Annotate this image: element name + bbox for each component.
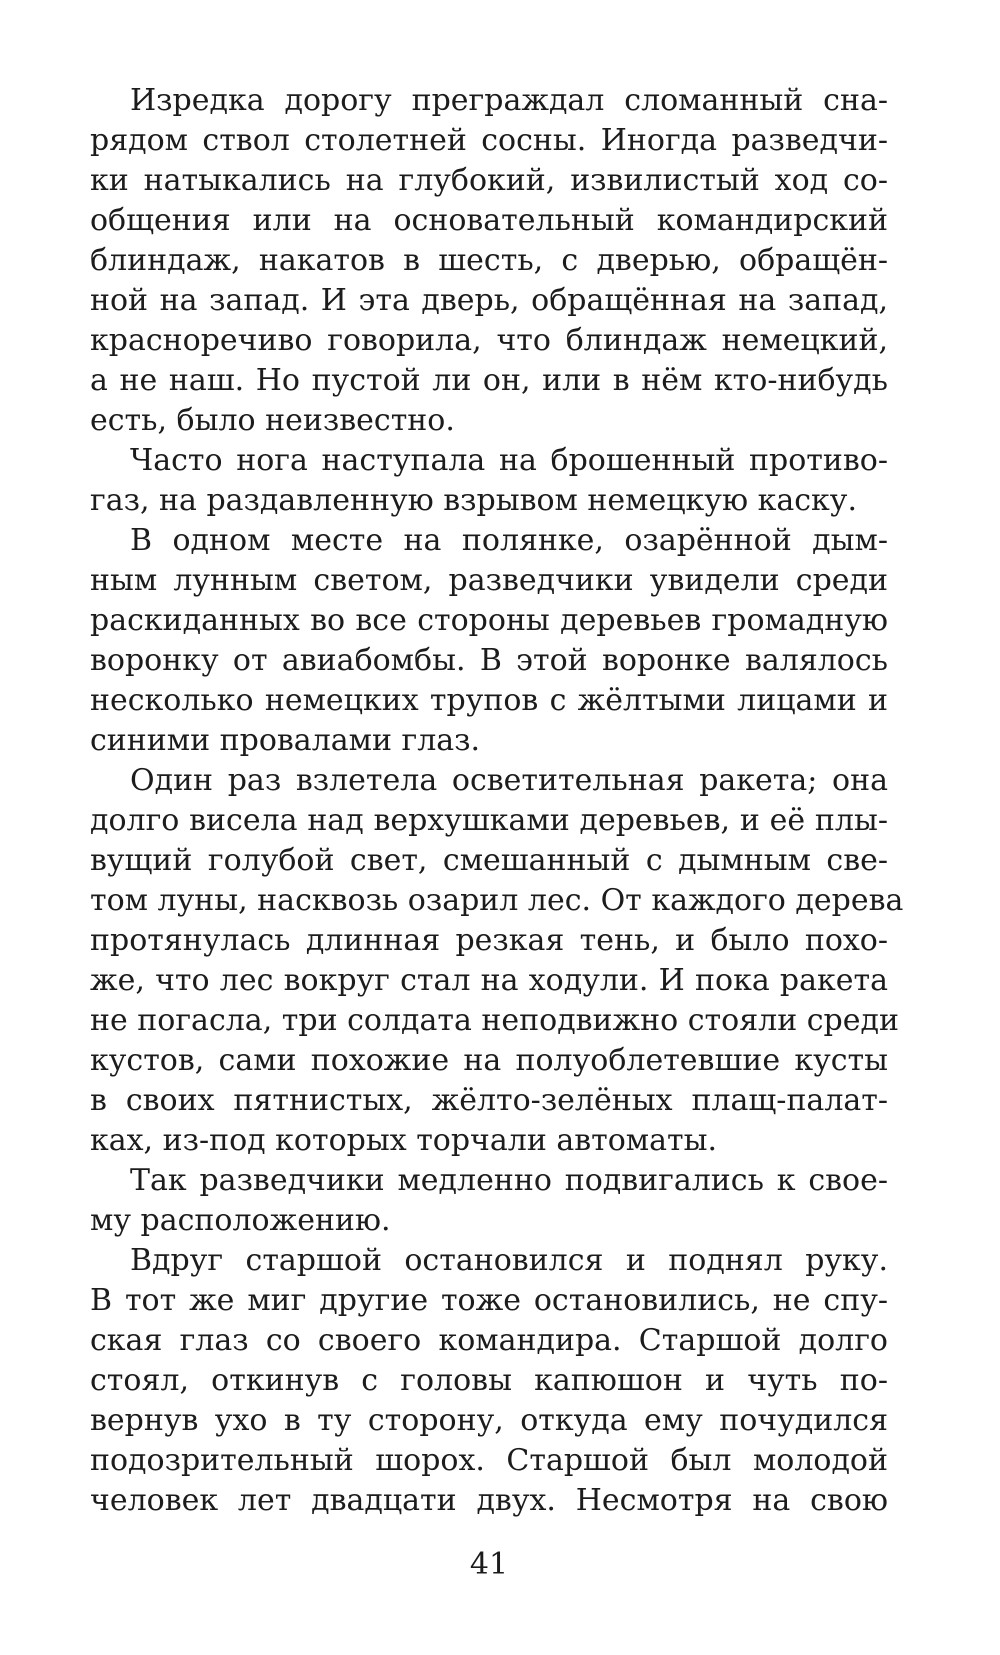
page-number: 41 <box>469 1547 509 1582</box>
text-line: раскиданных во все стороны деревьев громадную <box>90 603 888 638</box>
text-line: подозрительный шорох. Старшой был молодой <box>90 1443 888 1478</box>
text-line: том луны, насквозь озарил лес. От каждого дерева <box>90 883 904 918</box>
text-line: кустов, сами похожие на полуоблетевшие кусты <box>90 1043 888 1078</box>
text-line: воронку от авиабомбы. В этой воронке валялось <box>90 643 888 678</box>
text-line: Изредка дорогу преграждал сломанный сна- <box>130 83 888 118</box>
text-line: а не наш. Но пустой ли он, или в нём кто-нибудь <box>90 363 888 398</box>
text-line: вернув ухо в ту сторону, откуда ему почудился <box>90 1403 888 1438</box>
text-line: стоял, откинув с головы капюшон и чуть по- <box>90 1363 888 1398</box>
text-line: не погасла, три солдата неподвижно стояли среди <box>90 1003 899 1038</box>
text-line: Часто нога наступала на брошенный противо- <box>130 443 888 478</box>
text-line: рядом ствол столетней сосны. Иногда разведчи- <box>90 123 888 158</box>
text-line: В одном месте на полянке, озарённой дым- <box>130 523 888 558</box>
book-page <box>90 78 904 1638</box>
text-line: Вдруг старшой остановился и поднял руку. <box>130 1243 888 1278</box>
text-line: красноречиво говорила, что блиндаж немецкий, <box>90 323 888 358</box>
text-line: общения или на основательный командирский <box>90 203 888 238</box>
text-line: Один раз взлетела осветительная ракета; она <box>130 763 888 798</box>
text-line: ках, из-под которых торчали автоматы. <box>90 1123 718 1158</box>
text-line: ская глаз со своего командира. Старшой долго <box>90 1323 888 1358</box>
text-line: долго висела над верхушками деревьев, и её плы- <box>90 803 888 838</box>
text-line: же, что лес вокруг стал на ходули. И пока ракета <box>90 963 888 998</box>
text-line: газ, на раздавленную взрывом немецкую каску. <box>90 483 857 518</box>
text-line: несколько немецких трупов с жёлтыми лицами и <box>90 683 888 718</box>
text-line: му расположению. <box>90 1203 391 1238</box>
text-line: есть, было неизвестно. <box>90 403 455 438</box>
text-line: ным лунным светом, разведчики увидели среди <box>90 563 888 598</box>
text-line: человек лет двадцати двух. Несмотря на свою <box>90 1483 888 1518</box>
text-line: в своих пятнистых, жёлто-зелёных плащ-палат- <box>90 1083 888 1118</box>
text-line: Так разведчики медленно подвигались к свое- <box>130 1163 888 1198</box>
text-line: блиндаж, накатов в шесть, с дверью, обращён- <box>90 243 888 278</box>
text-line: ки натыкались на глубокий, извилистый ход со- <box>90 163 888 198</box>
text-line: ной на запад. И эта дверь, обращённая на запад, <box>90 283 888 318</box>
text-line: вущий голубой свет, смешанный с дымным све- <box>90 843 888 878</box>
text-line: В тот же миг другие тоже остановились, не спу- <box>90 1283 888 1318</box>
text-line: протянулась длинная резкая тень, и было похо- <box>90 923 888 958</box>
text-line: синими провалами глаз. <box>90 723 481 758</box>
